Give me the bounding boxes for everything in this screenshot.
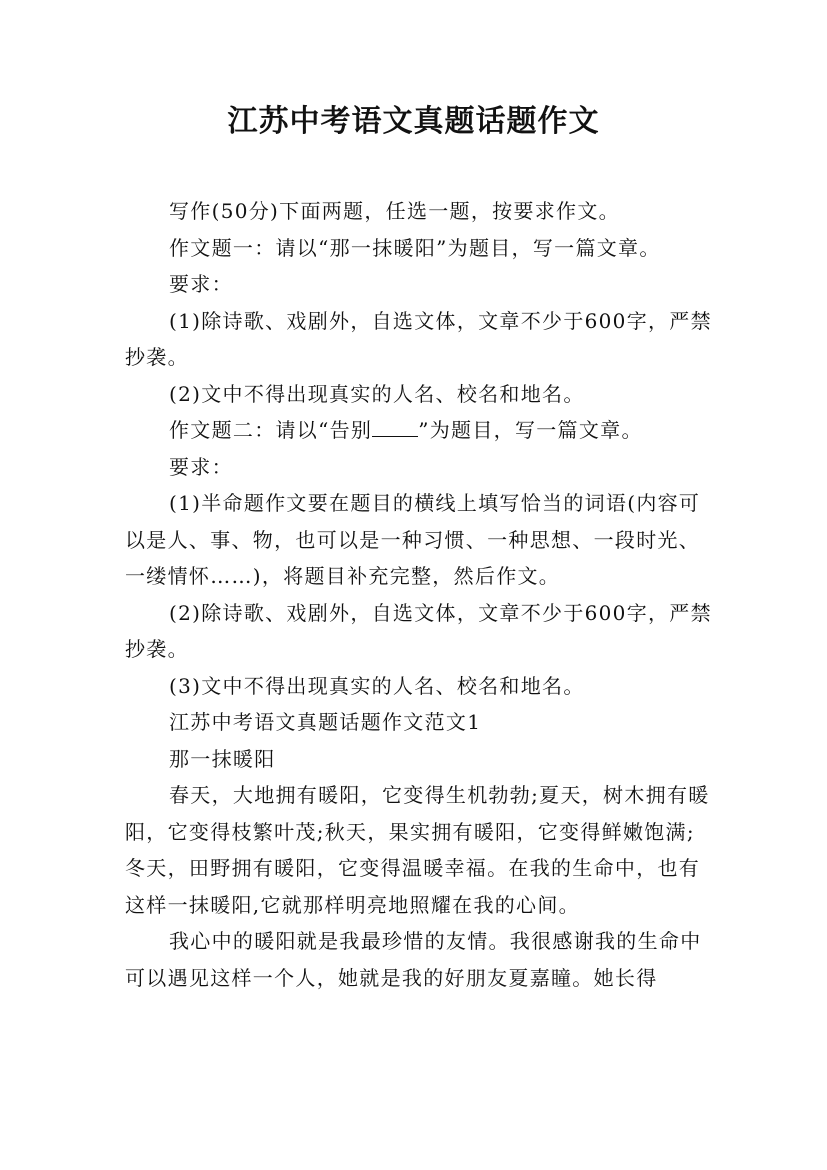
paragraph-requirement-2-2: (2)除诗歌、戏剧外，自选文体，文章不少于600字，严禁抄袭。 <box>125 600 712 661</box>
paragraph-requirements-heading-2: 要求： <box>169 454 233 479</box>
paragraph-sample-body-2: 我心中的暖阳就是我最珍惜的友情。我很感谢我的生命中可以遇见这样一个人，她就是我的好朋友夏嘉瞳。她长得 <box>125 929 702 990</box>
paragraph-topic-two <box>125 412 715 449</box>
topic-two-prefix: 作文题二：请以“告别 <box>169 418 373 442</box>
paragraph-sample-heading: 江苏中考语文真题话题作文范文1 <box>169 710 482 734</box>
paragraph-requirement-2-1: (1)半命题作文要在题目的横线上填写恰当的词语(内容可以是人、事、物，也可以是一种习惯、一种思想、一段时光、一缕情怀……)，将题目补充完整，然后作文。 <box>125 491 701 588</box>
topic-two-suffix: ”为题目，写一篇文章。 <box>418 418 643 442</box>
paragraph-intro: 写作(50分)下面两题，任选一题，按要求作文。 <box>169 199 620 223</box>
paragraph-sample-body-1: 春天，大地拥有暖阳，它变得生机勃勃;夏天，树木拥有暖阳，它变得枝繁叶茂;秋天，果实拥有暖阳，它变得鲜嫩饱满;冬天，田野拥有暖阳，它变得温暖幸福。在我的生命中，也有这样一抹暖阳,它就那样明亮地照耀在我的心间。 <box>125 783 710 917</box>
fill-in-blank <box>372 418 418 437</box>
paragraph-requirements-heading: 要求： <box>169 272 233 296</box>
document-title: 江苏中考语文真题话题作文 <box>227 104 600 139</box>
paragraph-requirement-2-3: (3)文中不得出现真实的人名、校名和地名。 <box>169 673 585 698</box>
paragraph-requirement-2: (2)文中不得出现真实的人名、校名和地名。 <box>169 381 585 406</box>
paragraph-sample-title: 那一抹暖阳 <box>169 746 276 771</box>
paragraph-topic-one: 作文题一：请以“那一抹暖阳”为题目，写一篇文章。 <box>169 235 661 260</box>
document-body <box>125 193 715 996</box>
paragraph-requirement-1: (1)除诗歌、戏剧外，自选文体，文章不少于600字，严禁抄袭。 <box>125 308 712 369</box>
